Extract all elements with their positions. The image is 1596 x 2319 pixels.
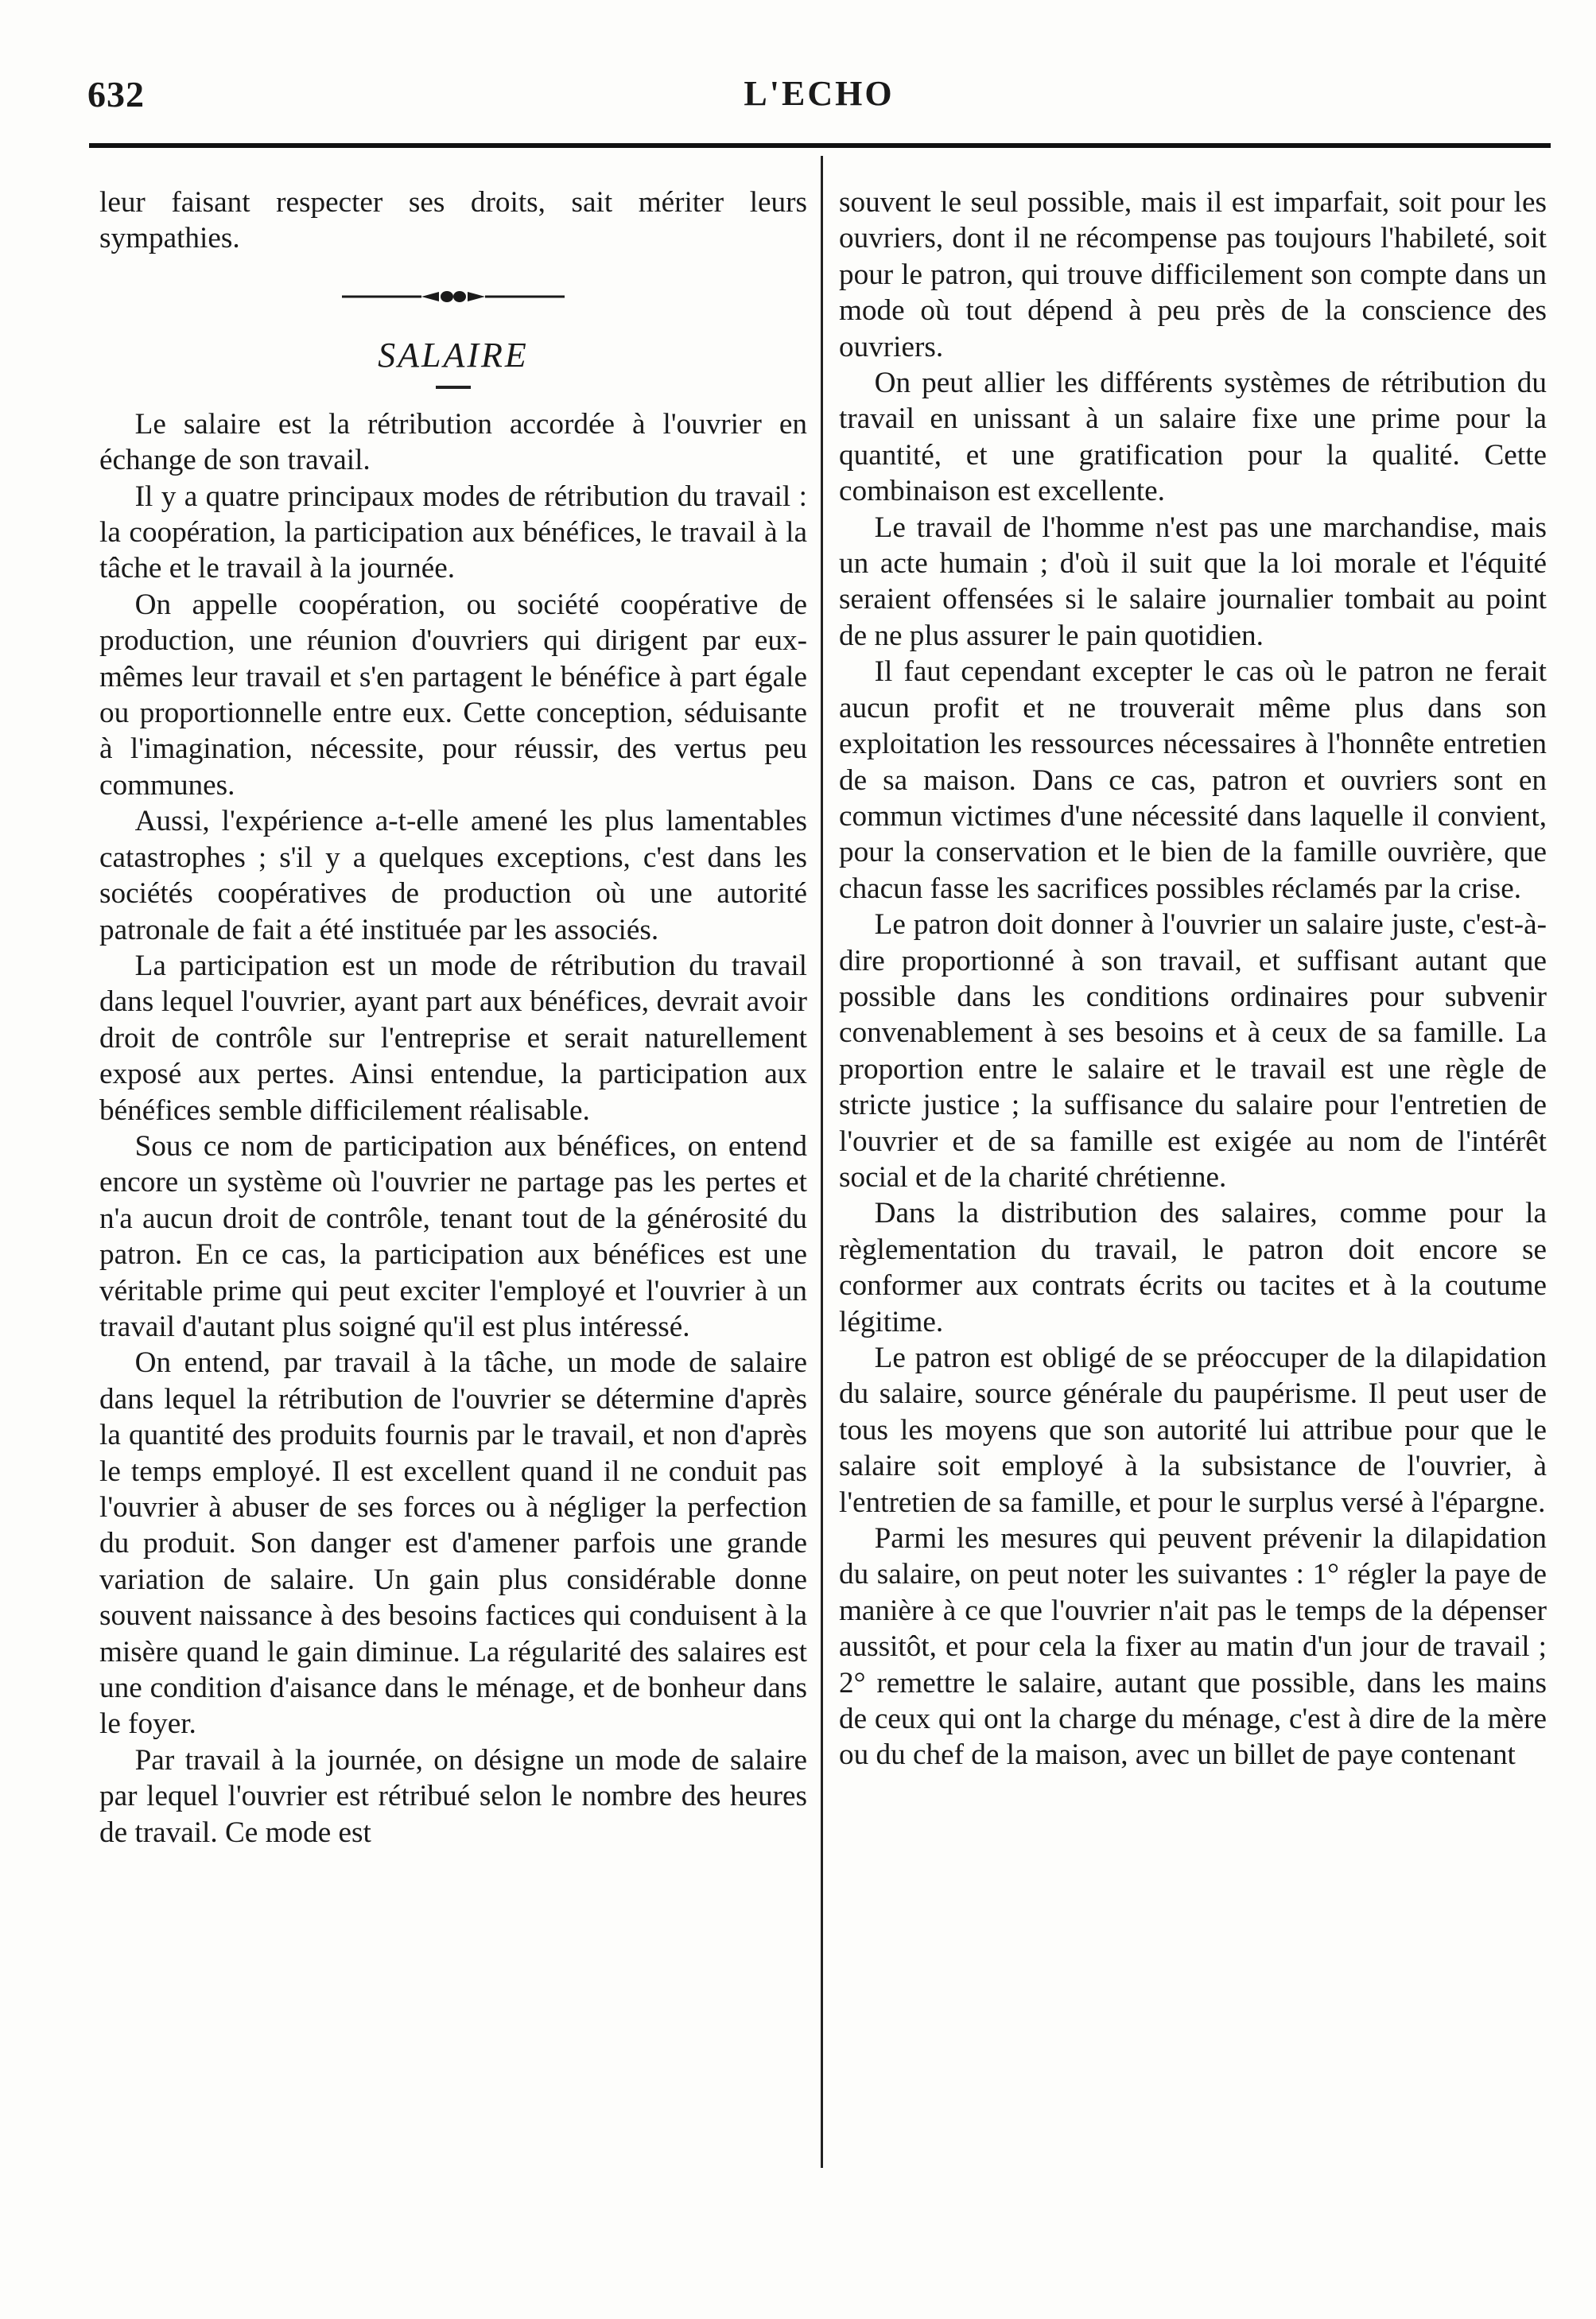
paragraph: Parmi les mesures qui peuvent prévenir la dilapidation du salaire, on peut noter les suivantes : 1° régler la paye de manière à ce que l'ouvrier n'ait pas le temps de la dépenser aussitôt, et pour cela la fixer au matin d'un jour de travail ; 2° remettre le salaire, autant que possible, dans les mains de ceux qui ont la charge du ménage, c'est à dire de la mère ou du chef de la maison, avec un billet de paye contenant bbox=[839, 1522, 1547, 1772]
page-header bbox=[87, 73, 1551, 129]
left-column bbox=[99, 185, 807, 1851]
section-title: SALAIRE bbox=[378, 335, 529, 375]
paragraph: Aussi, l'expérience a-t-elle amené les plus lamentables catastrophes ; s'il y a quelques exceptions, c'est dans les sociétés coopératives de production où une autorité patronale de fait a été instituée par les associés. bbox=[99, 805, 807, 946]
paragraph: Le salaire est la rétribution accordée à l'ouvrier en échange de son travail. bbox=[99, 407, 807, 477]
paragraph: Le patron doit donner à l'ouvrier un salaire juste, c'est-à-dire proportionné à son travail, et suffisant autant que possible dans les conditions ordinaires pour subvenir convenablement à ses besoins et à ceux de sa famille. La proportion entre le salaire et le travail est une règle de stricte justice ; la suffisance du salaire pour l'entretien de l'ouvrier et de sa famille est exigée au nom de l'intérêt social et de la charité chrétienne. bbox=[839, 908, 1547, 1194]
paragraph: Sous ce nom de participation aux bénéfices, on entend encore un système où l'ouvrier ne partage pas les pertes et n'a aucun droit de contrôle, tenant tout de la générosité du patron. En ce cas, la participation aux bénéfices est une véritable prime qui peut exciter l'employé et l'ouvrier à un travail d'autant plus soigné qu'il est plus intéressé. bbox=[99, 1129, 807, 1343]
column-divider bbox=[821, 156, 823, 2168]
paragraph: Il faut cependant excepter le cas où le patron ne ferait aucun profit et ne trouverait même plus dans son exploitation les ressources nécessaires à l'honnête entretien de sa maison. Dans ce cas, patron et ouvriers sont en commun victimes d'une nécessité dans laquelle il convient, pour la conservation et le bien de la famille ouvrière, que chacun fasse les sacrifices possibles réclamés par la crise. bbox=[839, 655, 1547, 905]
right-column bbox=[839, 185, 1547, 1773]
journal-title: L'ECHO bbox=[744, 74, 895, 113]
header-rule bbox=[89, 143, 1551, 148]
page-number: 632 bbox=[87, 74, 145, 115]
paragraph: Le patron est obligé de se préoccuper de la dilapidation du salaire, source générale du paupérisme. Il peut user de tous les moyens que son autorité lui attribue pour que le salaire soit employé à la subsistance de l'ouvrier, à l'entretien de sa famille, et pour le surplus versé à l'épargne. bbox=[839, 1342, 1547, 1519]
paragraph: Le travail de l'homme n'est pas une marchandise, mais un acte humain ; d'où il suit que la loi morale et l'équité seraient offensées si le salaire journalier tombait au point de ne plus assurer le pain quotidien. bbox=[839, 511, 1547, 652]
paragraph: souvent le seul possible, mais il est imparfait, soit pour les ouvriers, dont il ne récompense pas toujours l'habileté, soit pour le patron, qui trouve difficilement son compte dans un mode où tout dépend à peu près de la conscience des ouvriers. bbox=[839, 186, 1547, 363]
ornament-divider bbox=[342, 287, 565, 306]
paragraph: On peut allier les différents systèmes de rétribution du travail en unissant à un salaire fixe une prime pour la quantité, et une gratification pour la qualité. Cette combinaison est excellente. bbox=[839, 367, 1547, 508]
paragraph: Il y a quatre principaux modes de rétribution du travail : la coopération, la participation aux bénéfices, le travail à la tâche et le travail à la journée. bbox=[99, 480, 807, 585]
paragraph: On entend, par travail à la tâche, un mode de salaire dans lequel la rétribution de l'ouvrier se détermine d'après la quantité des produits fournis par le travail, et non d'après le temps employé. Il est excellent quand il ne conduit pas l'ouvrier à abuser de ses forces ou à négliger la perfection du produit. Son danger est d'amener parfois une grande variation de salaire. Un gain plus considérable donne souvent naissance à des besoins factices qui conduisent à la misère quand le gain diminue. La régularité des salaires est une condition d'aisance dans le ménage, et de bonheur dans le foyer. bbox=[99, 1346, 807, 1741]
paragraph: La participation est un mode de rétribution du travail dans lequel l'ouvrier, ayant part aux bénéfices, devrait avoir droit de contrôle sur l'entreprise et serait naturellement exposé aux pertes. Ainsi entendue, la participation aux bénéfices semble difficilement réalisable. bbox=[99, 949, 807, 1127]
paragraph: Par travail à la journée, on désigne un mode de salaire par lequel l'ouvrier est rétribué selon le nombre des heures de travail. Ce mode est bbox=[99, 1743, 807, 1849]
paragraph: leur faisant respecter ses droits, sait mériter leurs sympathies. bbox=[99, 186, 807, 255]
paragraph: On appelle coopération, ou société coopérative de production, une réunion d'ouvriers qui dirigent par eux-mêmes leur travail et s'en partagent le bénéfice à part égale ou proportionnelle entre eux. Cette conception, séduisante à l'imagination, nécessite, pour réussir, des vertus peu communes. bbox=[99, 588, 807, 802]
paragraph: Dans la distribution des salaires, comme pour la règlementation du travail, le patron doit encore se conformer aux contrats écrits ou tacites et à la coutume légitime. bbox=[839, 1197, 1547, 1338]
title-dash bbox=[436, 386, 471, 389]
